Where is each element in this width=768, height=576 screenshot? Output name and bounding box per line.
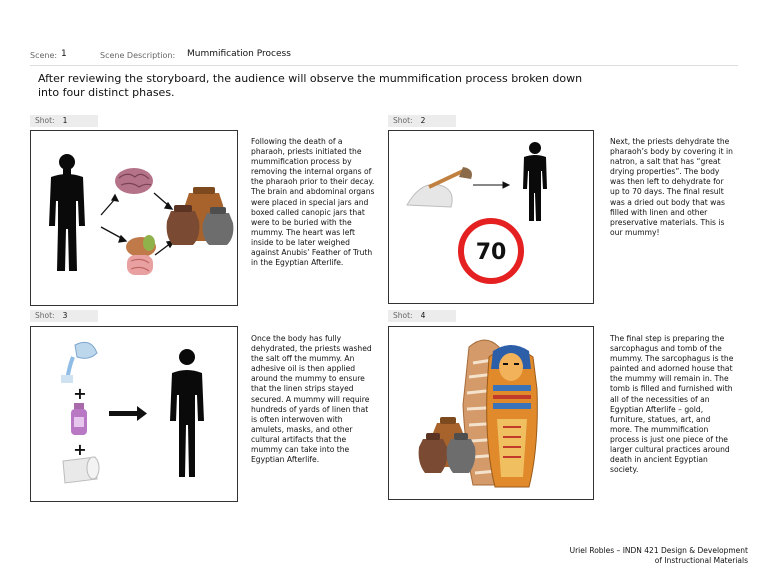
shot-2-description: Next, the priests dehydrate the pharaoh’s body by covering it in natron, a salt that has “great drying properties”. The body was then left to dehydrate for up to 70 days. The final result was a dried out body that was filled with linen and other preservative materials. This is our mummy! — [610, 137, 733, 237]
sarcophagus-icon — [487, 345, 538, 487]
shot-3-description: Once the body has fully dehydrated, the priests washed the salt off the mummy. An adhesive oil is then applied around the mummy to ensure that the linen strips stayed secured. A mummy will require hundreds of yards of linen that is often interwoven with amulets, masks, and other cultural artifacts that the mummy can take into the Egyptian Afterlife. — [251, 334, 372, 465]
scene-header — [30, 48, 738, 64]
plus-sign-2: + — [73, 440, 87, 459]
scene-description-label: Scene Description: — [100, 51, 176, 60]
intro-text: After reviewing the storyboard, the audience will observe the mummification process broken down into four distinct phases. — [38, 72, 583, 99]
salt-pile-icon — [407, 167, 472, 207]
shot-1-tag — [30, 115, 98, 127]
shot-2-frame — [388, 130, 594, 304]
header-divider — [30, 65, 738, 66]
shot-1-illustration — [31, 131, 237, 305]
shot-1-number: 1 — [62, 116, 68, 125]
plus-sign-1: + — [73, 384, 87, 403]
body-silhouette-icon — [523, 142, 547, 221]
brain-icon — [115, 168, 153, 194]
shot-4-description: The final step is preparing the sarcophagus and tomb of the mummy. The sarcophagus is the painted and adorned house that the mummy will remain in. The tomb is filled and furnished with all of the necessities of an Egyptian Afterlife – gold, furniture, statues, art, and more. The mummification process is just one piece of the larger cultural practices around death in ancient Egyptian society. — [610, 334, 734, 475]
body-silhouette-icon — [170, 349, 204, 477]
canopic-jars-icon — [167, 187, 234, 245]
linen-roll-icon — [63, 457, 99, 483]
footer-line-1: Uriel Robles – INDN 421 Design & Development — [569, 546, 748, 555]
shot-4-tag — [388, 310, 456, 322]
scene-number: 1 — [61, 49, 67, 59]
footer-credit — [570, 546, 748, 566]
organs-icon — [126, 235, 156, 275]
scene-label: Scene: — [30, 51, 58, 60]
shot-3-tag — [30, 310, 98, 322]
shot-1-label: Shot: — [35, 116, 55, 125]
oil-bottle-icon — [71, 403, 87, 435]
body-silhouette-icon — [49, 154, 85, 271]
shot-2-number: 2 — [420, 116, 426, 125]
arrow — [109, 406, 147, 421]
shot-2-label: Shot: — [393, 116, 413, 125]
water-pour-icon — [61, 342, 97, 383]
shot-3-number: 3 — [62, 311, 68, 320]
shot-3-label: Shot: — [35, 311, 55, 320]
shot-4-number: 4 — [420, 311, 426, 320]
shot-1-description: Following the death of a pharaoh, priests initiated the mummification process by removing the internal organs of the pharaoh prior to their decay. The brain and abdominal organs were placed in special jars and boxed called canopic jars that were to be buried with the mummy. The heart was left inside to be later weighed against Anubis’ Feather of Truth in the Egyptian Afterlife. — [251, 137, 375, 268]
arrow — [473, 182, 509, 188]
speed-sign-value: 70 — [475, 240, 507, 265]
shot-4-label: Shot: — [393, 311, 413, 320]
scene-description-value: Mummification Process — [187, 49, 291, 59]
shot-4-frame — [388, 326, 594, 500]
shot-2-tag — [388, 115, 456, 127]
footer-line-2: of Instructional Materials — [654, 556, 748, 565]
shot-1-frame — [30, 130, 238, 306]
shot-3-frame — [30, 326, 238, 502]
